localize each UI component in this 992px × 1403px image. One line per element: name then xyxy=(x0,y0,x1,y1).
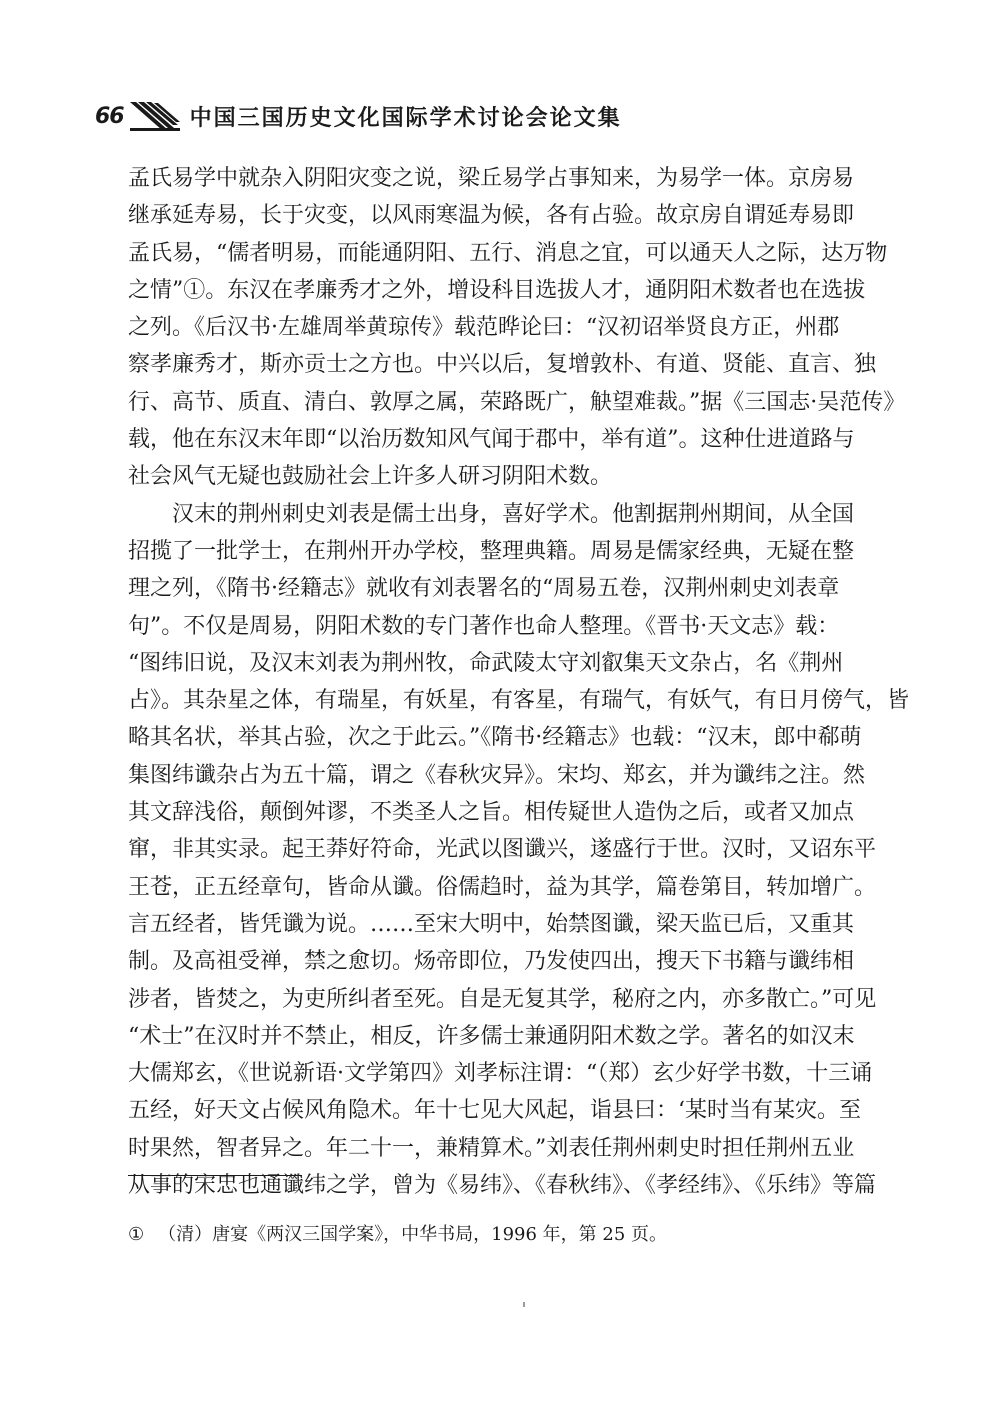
text-line: 之情”①。东汉在孝廉秀才之外，增设科目选拔人才，通阴阳术数者也在选拔 xyxy=(128,277,866,303)
paragraph-1 xyxy=(128,160,906,496)
text-line: 之列。《后汉书·左雄周举黄琼传》载范晔论曰：“汉初诏举贤良方正，州郡 xyxy=(128,315,840,341)
text-line: 汉末的荆州刺史刘表是儒士出身，喜好学术。他割据荆州期间，从全国 xyxy=(172,501,855,527)
text-line: 招揽了一批学士，在荆州开办学校，整理典籍。周易是儒家经典，无疑在整 xyxy=(128,538,855,564)
text-line: “术士”在汉时并不禁止，相反，许多儒士兼通阴阳术数之学。著名的如汉末 xyxy=(128,1023,855,1049)
text-line: 王苍，正五经章句，皆命从谶。俗儒趋时，益为其学，篇卷第目，转加增广。 xyxy=(128,874,877,900)
running-title: 中国三国历史文化国际学术讨论会论文集 xyxy=(189,105,622,131)
text-line: 集图纬谶杂占为五十篇，谓之《春秋灾异》。宋均、郑玄，并为谶纬之注。然 xyxy=(128,762,866,788)
text-line: 窜，非其实录。起王莽好符命，光武以图谶兴，遂盛行于世。汉时，又诏东平 xyxy=(128,837,877,863)
footnote xyxy=(128,1222,822,1248)
text-line: 察孝廉秀才，斯亦贡士之方也。中兴以后，复增敦朴、有道、贤能、直言、独 xyxy=(128,352,877,378)
text-line: 制。及高祖受禅，禁之愈切。炀帝即位，乃发使四出，搜天下书籍与谶纬相 xyxy=(128,949,855,975)
text-line: 略其名状，举其占验，次之于此云。”《隋书·经籍志》也载：“汉末，郎中郗萌 xyxy=(128,725,862,751)
paragraph-2 xyxy=(128,496,910,1205)
footnote-rule xyxy=(128,1175,302,1176)
text-line: 言五经者，皆凭谶为说。……至宋大明中，始禁图谶，梁天监已后，又重其 xyxy=(128,911,855,937)
text-line: 句”。不仅是周易，阴阳术数的专门著作也命人整理。《晋书·天文志》载： xyxy=(128,613,840,639)
text-line: 其文辞浅俗，颠倒舛谬，不类圣人之旨。相传疑世人造伪之后，或者又加点 xyxy=(128,800,855,826)
body-text xyxy=(128,160,910,1204)
footnote-text: （清）唐宴《两汉三国学案》，中华书局，1996 年，第 25 页。 xyxy=(158,1224,668,1245)
text-line: 行、高节、质直、清白、敦厚之属，荣路既广，觖望难裁。”据《三国志·吴范传》 xyxy=(128,389,906,415)
text-line: 继承延寿易，长于灾变，以风雨寒温为候，各有占验。故京房自谓延寿易即 xyxy=(128,203,855,229)
text-line: 孟氏易学中就杂入阴阳灾变之说，梁丘易学占事知来，为易学一体。京房易 xyxy=(128,166,855,191)
text-line: 占》。其杂星之体，有瑞星，有妖星，有客星，有瑞气，有妖气，有日月傍气，皆 xyxy=(128,688,910,714)
scan-speck xyxy=(523,1302,525,1307)
page-header xyxy=(95,96,622,136)
text-line: 大儒郑玄，《世说新语·文学第四》刘孝标注谓：“（郑）玄少好学书数，十三诵 xyxy=(128,1061,873,1087)
text-line: 从事的宋忠也通谶纬之学，曾为《易纬》、《春秋纬》、《孝经纬》、《乐纬》等篇 xyxy=(128,1173,877,1199)
diagonal-stripes-icon xyxy=(128,98,182,134)
text-line: 涉者，皆焚之，为吏所纠者至死。自是无复其学，秘府之内，亦多散亡。”可见 xyxy=(128,986,877,1012)
page-number: 66 xyxy=(95,103,124,129)
text-line: “图纬旧说，及汉末刘表为荆州牧，命武陵太守刘叡集天文杂占，名《荆州 xyxy=(128,650,844,676)
text-line: 五经，好天文占候风角隐术。年十七见大风起，诣县曰：‘某时当有某灾。至 xyxy=(128,1098,861,1124)
footnote-marker: ① xyxy=(128,1224,145,1245)
text-line: 时果然，智者异之。年二十一，兼精算术。”刘表任荆州刺史时担任荆州五业 xyxy=(128,1135,855,1161)
text-line: 理之列，《隋书·经籍志》就收有刘表署名的“周易五卷，汉荆州刺史刘表章 xyxy=(128,576,840,602)
text-line: 载，他在东汉末年即“以治历数知风气闻于郡中，举有道”。这种仕进道路与 xyxy=(128,427,855,453)
text-line: 孟氏易，“儒者明易，而能通阴阳、五行、消息之宜，可以通天人之际，达万物 xyxy=(128,240,888,266)
text-line: 社会风气无疑也鼓励社会上许多人研习阴阳术数。 xyxy=(128,464,613,490)
